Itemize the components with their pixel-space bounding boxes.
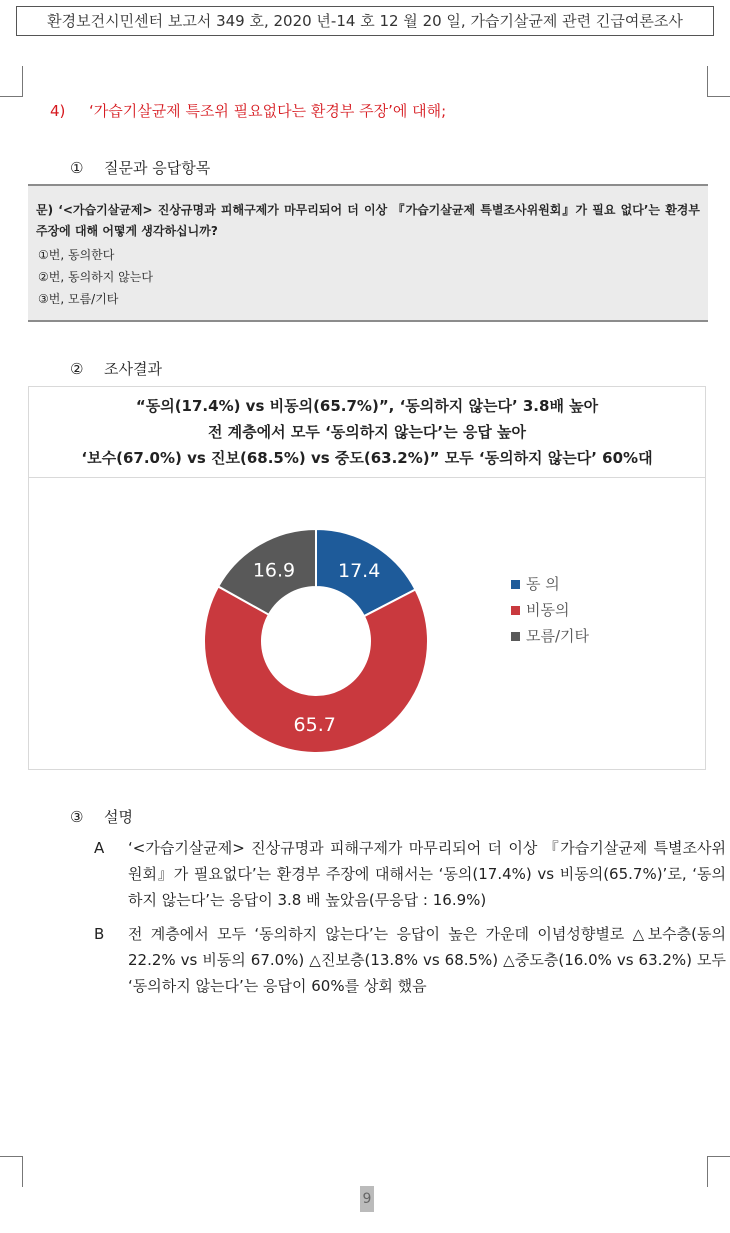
result-title-2: 전 계층에서 모두 ‘동의하지 않는다’는 응답 높아 <box>207 423 527 441</box>
legend-swatch-3 <box>511 632 520 641</box>
crop-mark-top-left <box>0 66 23 97</box>
result-heading <box>70 358 162 379</box>
section-number: 4) <box>50 102 66 120</box>
donut-chart <box>29 478 705 769</box>
legend-swatch-2 <box>511 606 520 615</box>
answer-option-2: ②번, 동의하지 않는다 <box>38 270 153 284</box>
result-heading-label: 조사결과 <box>104 360 162 378</box>
question-text: 문) ‘<가습기살균제> 진상규명과 피해구제가 마무리되어 더 이상 『가습기살균제 특별조사위원회』가 필요 없다’는 환경부 주장에 대해 어떻게 생각하십니까? <box>36 203 700 238</box>
question-heading-label: 질문과 응답항목 <box>104 159 211 177</box>
donut-slice-label-2: 65.7 <box>293 713 336 736</box>
explanation-item-text: ‘<가습기살균제> 진상규명과 피해구제가 마무리되어 더 이상 『가습기살균제 특별조사위원회』가 필요없다’는 환경부 주장에 대해서는 ‘동의(17.4%) vs 비동의(65.7%)’로, ‘동의하지 않는다’는 응답이 3.8 배 높았음(무응답 : 16.9%) <box>128 839 726 909</box>
legend-label-1: 동 의 <box>526 575 560 593</box>
result-title-3: ‘보수(67.0%) vs 진보(68.5%) vs 중도(63.2%)” 모두 ‘동의하지 않는다’ 60%대 <box>81 449 653 467</box>
explanation-item-letter: B <box>94 925 105 943</box>
section-title-text: ‘가습기살균제 특조위 필요없다는 환경부 주장’에 대해; <box>88 102 447 120</box>
result-heading-number: ② <box>70 360 84 378</box>
donut-slice-label-3: 16.9 <box>252 559 296 582</box>
explanation-heading-label: 설명 <box>104 808 133 826</box>
explanation-item-text: 전 계층에서 모두 ‘동의하지 않는다’는 응답이 높은 가운데 이념성향별로 △보수층(동의 22.2% vs 비동의 67.0%) △진보층(13.8% vs 68.5%) △중도층(16.0% vs 63.2%) 모두 ‘동의하지 않는다’는 응답이 60%를 상회 했음 <box>128 925 726 995</box>
explanation-section <box>70 806 726 999</box>
explanation-heading-number: ③ <box>70 808 84 826</box>
report-header: 환경보건시민센터 보고서 349 호, 2020 년-14 호 12 월 20 일, 가습기살균제 관련 긴급여론조사 <box>16 6 714 36</box>
question-box <box>28 184 708 322</box>
explanation-item-b <box>70 921 726 999</box>
question-heading-number: ① <box>70 159 84 177</box>
answer-option-3: ③번, 모름/기타 <box>38 292 119 306</box>
explanation-item-letter: A <box>94 839 105 857</box>
crop-mark-bottom-right <box>707 1156 730 1187</box>
explanation-heading <box>70 806 726 827</box>
question-heading <box>70 157 210 178</box>
explanation-item-a <box>70 835 726 913</box>
result-title-1: “동의(17.4%) vs 비동의(65.7%)”, ‘동의하지 않는다’ 3.8배 높아 <box>135 397 599 415</box>
crop-mark-top-right <box>707 66 730 97</box>
donut-slice-label-1: 17.4 <box>337 560 381 583</box>
legend-label-2: 비동의 <box>526 601 570 619</box>
legend-swatch-1 <box>511 580 520 589</box>
section-title <box>50 100 446 121</box>
result-titles <box>29 387 705 471</box>
page-number: 9 <box>360 1186 374 1212</box>
result-panel <box>28 386 706 770</box>
legend-label-3: 모름/기타 <box>526 627 590 645</box>
crop-mark-bottom-left <box>0 1156 23 1187</box>
answer-option-1: ①번, 동의한다 <box>38 248 115 262</box>
